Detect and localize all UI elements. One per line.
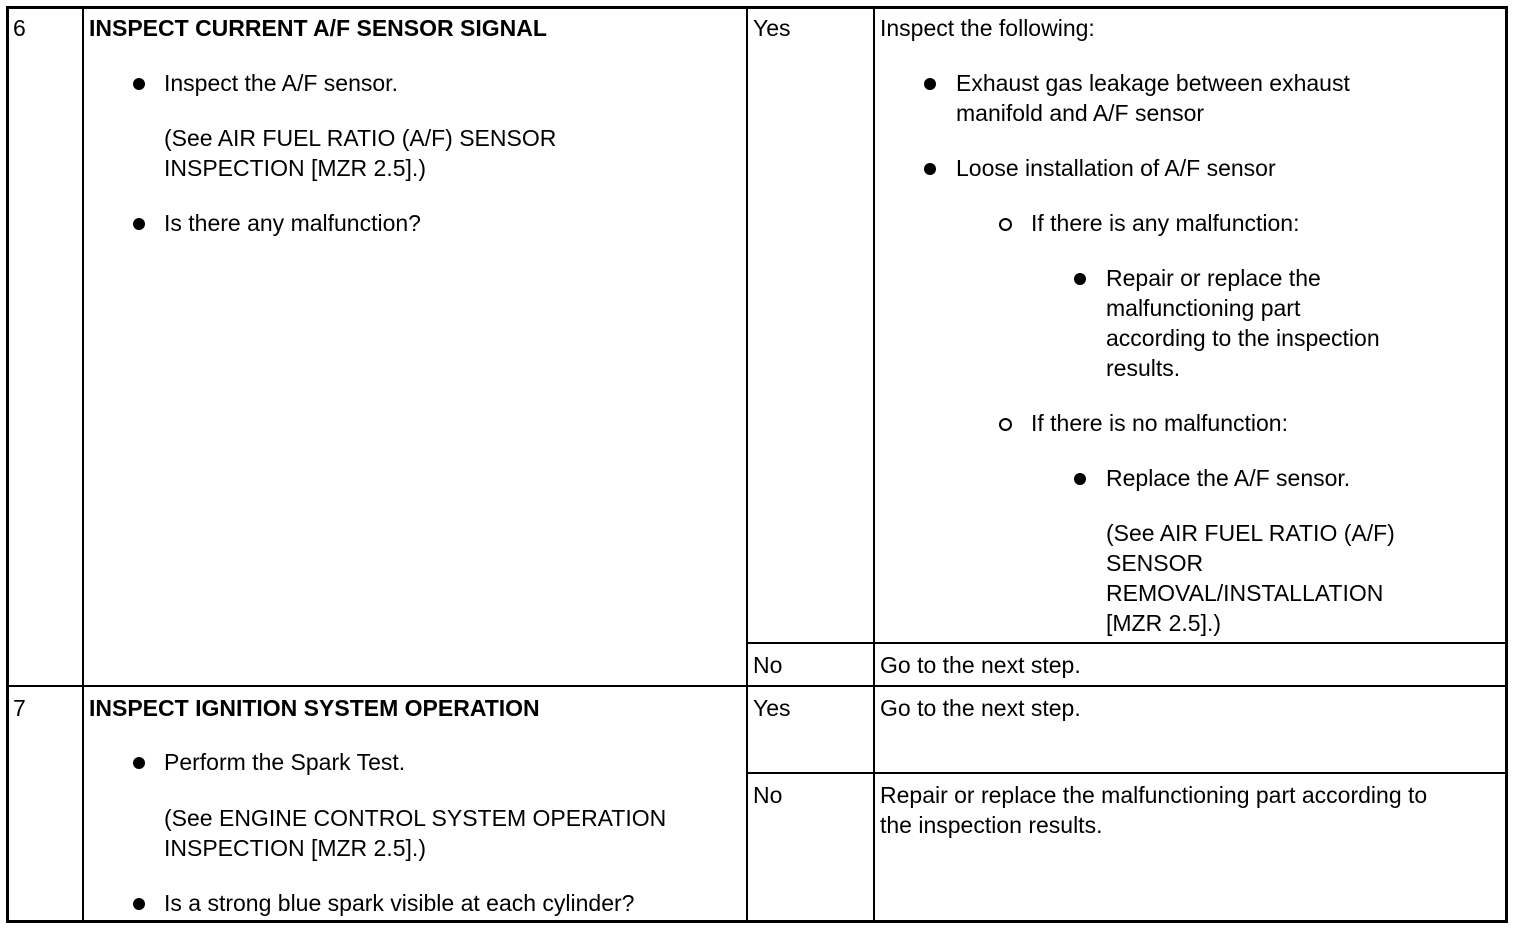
step-title: INSPECT IGNITION SYSTEM OPERATION: [89, 695, 540, 721]
result-yes-label: Yes: [753, 15, 791, 41]
bullet-icon: [133, 898, 145, 910]
action-item: manifold and A/F sensor: [956, 100, 1205, 126]
condition-action: malfunctioning part: [1106, 295, 1301, 321]
condition-action: Repair or replace the: [1106, 265, 1321, 291]
bullet-icon: [1074, 473, 1086, 485]
reference-text: (See AIR FUEL RATIO (A/F): [1106, 520, 1395, 546]
table-border-right: [1505, 6, 1508, 923]
condition-text: If there is no malfunction:: [1031, 410, 1288, 436]
action-text: Repair or replace the malfunctioning part according to: [880, 782, 1428, 808]
action-text: Go to the next step.: [880, 652, 1081, 678]
condition-action: results.: [1106, 355, 1181, 381]
step-title: INSPECT CURRENT A/F SENSOR SIGNAL: [89, 15, 547, 41]
hollow-bullet-icon: [999, 418, 1012, 431]
question-text: Is a strong blue spark visible at each cylinder?: [164, 890, 635, 916]
hollow-bullet-icon: [999, 218, 1012, 231]
result-yes-label: Yes: [753, 695, 791, 721]
bullet-icon: [133, 78, 145, 90]
table-border-top: [6, 6, 1508, 9]
result-no-label: No: [753, 652, 783, 678]
step-number: 6: [13, 15, 26, 41]
step7-yes-no-divider: [746, 772, 1506, 774]
action-item: Loose installation of A/F sensor: [956, 155, 1276, 181]
reference-text: (See AIR FUEL RATIO (A/F) SENSOR: [164, 125, 557, 151]
bullet-icon: [924, 163, 936, 175]
step-number: 7: [13, 695, 26, 721]
reference-text: REMOVAL/INSTALLATION: [1106, 580, 1384, 606]
table-border-left: [6, 6, 9, 923]
result-no-label: No: [753, 782, 783, 808]
reference-text: INSPECTION [MZR 2.5].): [164, 155, 426, 181]
reference-text: [MZR 2.5].): [1106, 610, 1222, 636]
bullet-icon: [924, 78, 936, 90]
step6-yes-no-divider: [746, 642, 1506, 644]
column-divider-action: [873, 6, 875, 922]
reference-text: (See ENGINE CONTROL SYSTEM OPERATION: [164, 805, 667, 831]
condition-action: Replace the A/F sensor.: [1106, 465, 1351, 491]
action-item: Exhaust gas leakage between exhaust: [956, 70, 1350, 96]
bullet-icon: [1074, 273, 1086, 285]
condition-text: If there is any malfunction:: [1031, 210, 1300, 236]
action-text: the inspection results.: [880, 812, 1103, 838]
bullet-icon: [133, 218, 145, 230]
column-divider-number: [82, 6, 84, 922]
condition-action: according to the inspection: [1106, 325, 1380, 351]
column-divider-result: [746, 6, 748, 922]
table-border-bottom: [6, 920, 1508, 923]
instruction-text: Perform the Spark Test.: [164, 749, 406, 775]
action-intro: Inspect the following:: [880, 15, 1095, 41]
reference-text: SENSOR: [1106, 550, 1204, 576]
action-text: Go to the next step.: [880, 695, 1081, 721]
bullet-icon: [133, 757, 145, 769]
step-row-divider: [6, 685, 1508, 687]
question-text: Is there any malfunction?: [164, 210, 421, 236]
instruction-text: Inspect the A/F sensor.: [164, 70, 398, 96]
reference-text: INSPECTION [MZR 2.5].): [164, 835, 426, 861]
